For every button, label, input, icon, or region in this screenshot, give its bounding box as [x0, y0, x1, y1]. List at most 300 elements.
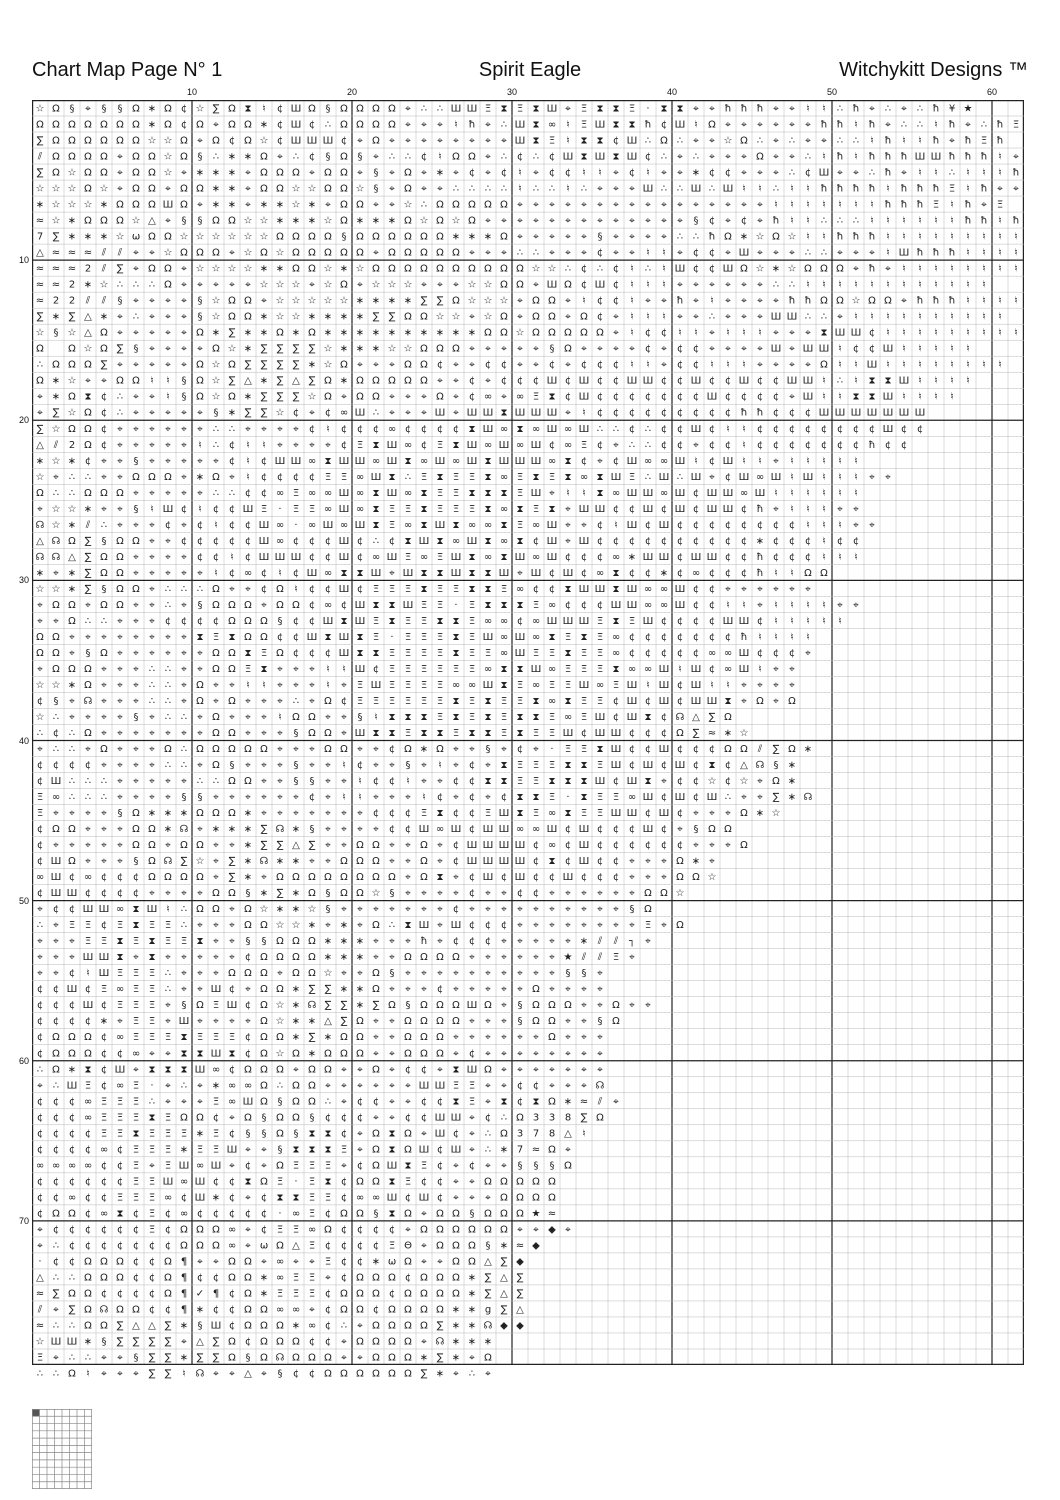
stitch-symbol: Ω	[388, 1352, 396, 1364]
stitch-symbol: ¢	[612, 263, 620, 275]
stitch-symbol: ¢	[692, 599, 700, 611]
stitch-symbol: ħ	[1012, 167, 1020, 179]
stitch-symbol: ♮	[822, 375, 826, 387]
stitch-symbol: Ξ	[36, 1352, 44, 1364]
stitch-symbol: ∗	[323, 311, 333, 323]
stitch-symbol: Ω	[356, 1288, 364, 1300]
stitch-symbol: ♮	[806, 279, 810, 291]
stitch-symbol: ¢	[260, 1208, 268, 1220]
stitch-symbol: △	[292, 1240, 300, 1252]
stitch-symbol: ⌖	[469, 247, 475, 259]
stitch-symbol: ∴	[84, 615, 92, 627]
stitch-symbol: ☆	[211, 391, 221, 403]
stitch-symbol: ∞	[339, 407, 349, 419]
stitch-symbol: §	[405, 760, 411, 772]
stitch-symbol: ∞	[611, 551, 621, 563]
stitch-symbol: ⌖	[341, 824, 347, 836]
stitch-symbol: ∗	[147, 103, 157, 115]
stitch-symbol: Ω	[260, 1080, 268, 1092]
stitch-symbol: ¢	[516, 615, 524, 627]
stitch-symbol: Ξ	[516, 103, 524, 115]
stitch-symbol: Ω	[132, 103, 140, 115]
stitch-symbol: ¢	[340, 1192, 348, 1204]
stitch-symbol: ¢	[52, 1096, 60, 1108]
stitch-symbol: ⌖	[773, 167, 779, 179]
stitch-symbol: ¢	[724, 391, 732, 403]
stitch-symbol: ☆	[51, 583, 61, 595]
stitch-symbol: ⌖	[549, 1080, 555, 1092]
stitch-symbol: ¢	[628, 760, 636, 772]
stitch-symbol: ⌖	[693, 199, 699, 211]
stitch-symbol: ⌖	[341, 968, 347, 980]
stitch-symbol: ⌖	[485, 247, 491, 259]
stitch-symbol: ¢	[468, 167, 476, 179]
stitch-symbol: ⌖	[117, 519, 123, 531]
stitch-symbol: ∞	[611, 647, 621, 659]
stitch-symbol: ♮	[742, 183, 746, 195]
stitch-symbol: ∗	[243, 151, 253, 163]
stitch-symbol: Ω	[324, 1352, 332, 1364]
stitch-symbol: Ω	[276, 952, 284, 964]
stitch-symbol: ⌖	[757, 679, 763, 691]
stitch-symbol: ⌖	[357, 167, 363, 179]
stitch-symbol: ♮	[422, 792, 426, 804]
stitch-symbol: Ξ	[212, 1096, 220, 1108]
stitch-symbol: ⌖	[373, 824, 379, 836]
stitch-symbol: ¢	[740, 215, 748, 227]
stitch-symbol: ∴	[420, 199, 428, 211]
stitch-symbol: ∗	[467, 1272, 477, 1284]
stitch-symbol: Ω	[276, 1336, 284, 1348]
stitch-symbol: ¢	[580, 263, 588, 275]
stitch-symbol: ⌖	[453, 888, 459, 900]
stitch-symbol: ∗	[403, 327, 413, 339]
stitch-symbol: ¢	[660, 407, 668, 419]
stitch-symbol: ⌖	[693, 840, 699, 852]
stitch-symbol: ∗	[67, 1064, 77, 1076]
stitch-symbol: ∗	[483, 1336, 493, 1348]
stitch-symbol: ¢	[68, 904, 76, 916]
stitch-symbol: ⌖	[741, 583, 747, 595]
stitch-symbol: ♮	[262, 439, 266, 451]
stitch-symbol: Ω	[276, 872, 284, 884]
stitch-symbol: ¢	[100, 872, 108, 884]
stitch-symbol: Ш	[578, 423, 590, 435]
stitch-symbol: ⌖	[181, 519, 187, 531]
stitch-symbol: Ω	[500, 327, 508, 339]
stitch-symbol: ¢	[84, 1128, 92, 1140]
stitch-symbol: ∑	[148, 1368, 156, 1380]
stitch-symbol: Ξ	[500, 695, 508, 707]
stitch-symbol: ♮	[758, 663, 762, 675]
stitch-symbol: ⌖	[645, 199, 651, 211]
stitch-symbol: Ξ	[100, 1096, 108, 1108]
stitch-symbol: ⧗	[388, 1144, 396, 1156]
stitch-symbol: ⌖	[581, 215, 587, 227]
stitch-symbol: Ш	[530, 487, 542, 499]
stitch-symbol: Ω	[724, 711, 732, 723]
stitch-symbol: ♮	[838, 343, 842, 355]
stitch-symbol: △	[564, 1128, 572, 1140]
stitch-symbol: ⌖	[261, 423, 267, 435]
stitch-symbol: §	[133, 455, 139, 467]
stitch-symbol: Ω	[228, 1256, 236, 1268]
stitch-symbol: ⧗	[708, 760, 716, 772]
stitch-symbol: Ω	[84, 1304, 92, 1316]
stitch-symbol: ♮	[742, 327, 746, 339]
stitch-symbol: Ω	[500, 263, 508, 275]
stitch-symbol: Ω	[676, 920, 684, 932]
stitch-symbol: ∞	[611, 631, 621, 643]
stitch-symbol: ⌖	[469, 1352, 475, 1364]
stitch-symbol: Ш	[466, 1000, 478, 1012]
stitch-symbol: Ω	[244, 1320, 252, 1332]
stitch-symbol: ⌖	[261, 711, 267, 723]
stitch-symbol: ⌖	[677, 279, 683, 291]
stitch-symbol: Ξ	[388, 663, 396, 675]
stitch-symbol: ⌖	[389, 840, 395, 852]
stitch-symbol: ♮	[886, 327, 890, 339]
stitch-symbol: ∗	[243, 327, 253, 339]
stitch-symbol: ∗	[371, 295, 381, 307]
stitch-symbol: Ω	[484, 263, 492, 275]
stitch-symbol: ⧗	[564, 695, 572, 707]
stitch-symbol: ¢	[356, 1160, 364, 1172]
stitch-symbol: ħ	[948, 151, 956, 163]
stitch-symbol: ⌖	[757, 343, 763, 355]
stitch-symbol: ¢	[228, 1304, 236, 1316]
stitch-symbol: Ω	[468, 151, 476, 163]
page-locator-svg	[32, 1409, 92, 1489]
stitch-symbol: ♮	[966, 263, 970, 275]
stitch-symbol: Ω	[276, 1320, 284, 1332]
stitch-symbol: ∑	[516, 1288, 524, 1300]
stitch-symbol: ∴	[772, 279, 780, 291]
stitch-symbol: ¢	[196, 615, 204, 627]
stitch-symbol: ¢	[772, 423, 780, 435]
stitch-symbol: Ш	[594, 151, 606, 163]
stitch-symbol: Ξ	[580, 103, 588, 115]
stitch-symbol: Ξ	[116, 1192, 124, 1204]
stitch-symbol: ¢	[340, 1176, 348, 1188]
stitch-symbol: ⧗	[500, 551, 508, 563]
stitch-symbol: ⌖	[181, 647, 187, 659]
stitch-symbol: ∴	[468, 183, 476, 195]
stitch-symbol: ⌖	[149, 888, 155, 900]
stitch-symbol: Ш	[482, 407, 494, 419]
stitch-symbol: ∴	[804, 247, 812, 259]
stitch-symbol: Ω	[132, 183, 140, 195]
stitch-symbol: Ш	[818, 407, 830, 419]
stitch-symbol: ∞	[323, 503, 333, 515]
stitch-symbol: Ω	[612, 1000, 620, 1012]
stitch-symbol: ¢	[100, 439, 108, 451]
stitch-symbol: Ш	[706, 487, 718, 499]
stitch-symbol: ħ	[740, 103, 748, 115]
stitch-symbol: Ω	[100, 327, 108, 339]
stitch-symbol: ¢	[692, 503, 700, 515]
stitch-symbol: Ω	[468, 215, 476, 227]
stitch-symbol: ⌖	[37, 952, 43, 964]
stitch-symbol: ♮	[646, 167, 650, 179]
stitch-symbol: ⌖	[229, 471, 235, 483]
stitch-symbol: ∑	[772, 744, 780, 756]
stitch-symbol: ♮	[246, 455, 250, 467]
stitch-symbol: Ξ	[84, 920, 92, 932]
stitch-symbol: ¢	[676, 423, 684, 435]
stitch-symbol: ♮	[358, 792, 362, 804]
stitch-symbol: Ξ	[404, 583, 412, 595]
stitch-symbol: ∗	[355, 936, 365, 948]
stitch-symbol: ♮	[374, 711, 378, 723]
stitch-symbol: ⌖	[437, 1256, 443, 1268]
stitch-symbol: Ω	[372, 1352, 380, 1364]
stitch-symbol: ¢	[436, 359, 444, 371]
stitch-symbol: ⌖	[117, 183, 123, 195]
stitch-symbol: ⌖	[133, 1064, 139, 1076]
stitch-symbol: ¢	[100, 1240, 108, 1252]
stitch-symbol: ⌖	[597, 984, 603, 996]
stitch-symbol: ⌖	[485, 1368, 491, 1380]
stitch-symbol: ·	[550, 744, 554, 756]
stitch-symbol: ⧗	[500, 487, 508, 499]
stitch-symbol: ħ	[868, 231, 876, 243]
stitch-symbol: ★	[563, 952, 573, 964]
stitch-symbol: ⌖	[117, 423, 123, 435]
stitch-symbol: ♮	[998, 231, 1002, 243]
stitch-symbol: ☆	[51, 519, 61, 531]
stitch-symbol: Ω	[292, 711, 300, 723]
stitch-symbol: ∑	[84, 535, 92, 547]
stitch-symbol: Ω	[276, 583, 284, 595]
stitch-symbol: ⌖	[197, 135, 203, 147]
stitch-symbol: ¢	[228, 567, 236, 579]
stitch-symbol: ⌖	[757, 295, 763, 307]
stitch-symbol: ⌖	[661, 872, 667, 884]
stitch-symbol: ⌖	[565, 199, 571, 211]
stitch-symbol: §	[85, 647, 91, 659]
stitch-symbol: ¢	[596, 840, 604, 852]
stitch-symbol: ¢	[676, 776, 684, 788]
stitch-symbol: ¢	[324, 1304, 332, 1316]
stitch-symbol: Ш	[610, 744, 622, 756]
stitch-symbol: ∞	[275, 535, 285, 547]
stitch-symbol: §	[277, 1096, 283, 1108]
stitch-symbol: ☆	[211, 263, 221, 275]
stitch-symbol: Ω	[36, 343, 44, 355]
stitch-symbol: Ω	[676, 856, 684, 868]
stitch-symbol: ∞	[531, 551, 541, 563]
stitch-symbol: ⌖	[453, 1176, 459, 1188]
stitch-symbol: ☆	[67, 407, 77, 419]
stitch-symbol: ∗	[259, 1272, 269, 1284]
stitch-symbol: ⌖	[133, 695, 139, 707]
stitch-symbol: ¢	[708, 215, 716, 227]
stitch-symbol: 2	[68, 439, 76, 451]
stitch-symbol: ⫽	[53, 439, 59, 451]
stitch-symbol: ∑	[260, 343, 268, 355]
stitch-symbol: Ξ	[196, 1032, 204, 1044]
stitch-symbol: ☆	[307, 183, 317, 195]
stitch-symbol: ⌖	[165, 840, 171, 852]
stitch-symbol: Ω	[388, 1304, 396, 1316]
stitch-symbol: Ω	[244, 599, 252, 611]
stitch-symbol: ∴	[52, 711, 60, 723]
stitch-symbol: Ω	[36, 631, 44, 643]
stitch-symbol: ⧗	[356, 647, 364, 659]
stitch-symbol: ¢	[708, 247, 716, 259]
stitch-symbol: ⧗	[340, 615, 348, 627]
stitch-symbol: ∑	[180, 856, 188, 868]
stitch-symbol: ⌖	[517, 984, 523, 996]
stitch-symbol: ∑	[500, 1256, 508, 1268]
stitch-symbol: ¢	[452, 936, 460, 948]
stitch-symbol: Ξ	[132, 1000, 140, 1012]
stitch-symbol: ⧗	[500, 519, 508, 531]
stitch-symbol: ∴	[868, 167, 876, 179]
stitch-symbol: ¢	[372, 663, 380, 675]
stitch-symbol: ♮	[630, 263, 634, 275]
stitch-symbol: ⌖	[341, 776, 347, 788]
stitch-symbol: §	[293, 776, 299, 788]
stitch-symbol: ⌖	[517, 936, 523, 948]
stitch-symbol: ⌖	[357, 1320, 363, 1332]
stitch-symbol: ⌖	[133, 615, 139, 627]
stitch-symbol: Ω	[148, 471, 156, 483]
stitch-symbol: ¢	[660, 711, 668, 723]
stitch-symbol: ♮	[1014, 231, 1018, 243]
stitch-symbol: ¢	[804, 439, 812, 451]
stitch-symbol: Ω	[292, 599, 300, 611]
stitch-symbol: ¢	[900, 439, 908, 451]
stitch-symbol: ⌖	[549, 215, 555, 227]
stitch-symbol: Ш	[434, 519, 446, 531]
stitch-symbol: ≈	[67, 247, 77, 259]
stitch-symbol: ¢	[68, 1096, 76, 1108]
stitch-symbol: Ш	[146, 904, 158, 916]
stitch-symbol: ∞	[483, 391, 493, 403]
stitch-symbol: ⌖	[149, 1048, 155, 1060]
stitch-symbol: Ω	[372, 1272, 380, 1284]
stitch-symbol: ♮	[566, 183, 570, 195]
stitch-symbol: Ш	[434, 1128, 446, 1140]
stitch-symbol: ⌖	[117, 840, 123, 852]
stitch-symbol: ∞	[275, 519, 285, 531]
stitch-symbol: Ω	[708, 824, 716, 836]
stitch-symbol: Ω	[468, 199, 476, 211]
stitch-symbol: ⧗	[388, 711, 396, 723]
stitch-symbol: ≈	[35, 263, 45, 275]
stitch-symbol: ♮	[918, 167, 922, 179]
stitch-symbol: ♮	[886, 359, 890, 371]
stitch-symbol: ⧗	[564, 455, 572, 467]
stitch-symbol: ¢	[660, 439, 668, 451]
stitch-symbol: ⌖	[693, 103, 699, 115]
stitch-symbol: ¢	[756, 615, 764, 627]
stitch-symbol: ⌖	[389, 760, 395, 772]
stitch-symbol: Ξ	[276, 1288, 284, 1300]
stitch-symbol: ¢	[340, 695, 348, 707]
stitch-symbol: Ω	[116, 1256, 124, 1268]
stitch-symbol: ħ	[868, 119, 876, 131]
stitch-symbol: Ш	[546, 423, 558, 435]
stitch-symbol: Ш	[482, 856, 494, 868]
stitch-symbol: Ω	[308, 103, 316, 115]
stitch-symbol: Ω	[52, 151, 60, 163]
stitch-symbol: ∴	[52, 1368, 60, 1380]
stitch-symbol: ¢	[804, 423, 812, 435]
stitch-symbol: ⌖	[261, 1368, 267, 1380]
stitch-symbol: ⧗	[420, 711, 428, 723]
stitch-symbol: Ω	[196, 247, 204, 259]
stitch-symbol: Ω	[196, 1112, 204, 1124]
stitch-symbol: ∑	[372, 311, 380, 323]
stitch-symbol: ⌖	[213, 279, 219, 291]
stitch-symbol: △	[36, 439, 44, 451]
stitch-symbol: ¢	[836, 423, 844, 435]
stitch-symbol: ⧗	[516, 535, 524, 547]
stitch-symbol: ♮	[246, 679, 250, 691]
stitch-symbol: ∗	[787, 776, 797, 788]
stitch-symbol: ☆	[243, 247, 253, 259]
stitch-symbol: Ω	[276, 183, 284, 195]
stitch-symbol: ⌖	[437, 856, 443, 868]
stitch-symbol: ¢	[484, 936, 492, 948]
stitch-symbol: ¢	[564, 599, 572, 611]
stitch-symbol: ¢	[660, 615, 668, 627]
stitch-symbol: ħ	[932, 103, 940, 115]
stitch-symbol: Ш	[498, 567, 510, 579]
stitch-symbol: ☆	[275, 1048, 285, 1060]
stitch-symbol: ¢	[708, 663, 716, 675]
stitch-symbol: ⌖	[325, 856, 331, 868]
stitch-symbol: ∴	[36, 920, 44, 932]
stitch-symbol: ⌖	[197, 824, 203, 836]
stitch-symbol: Ω	[260, 247, 268, 259]
stitch-symbol: Ω	[452, 1208, 460, 1220]
stitch-symbol: ¢	[724, 167, 732, 179]
stitch-symbol: Ш	[66, 1080, 78, 1092]
stitch-symbol: ¢	[164, 1304, 172, 1316]
stitch-symbol: Ξ	[324, 1192, 332, 1204]
stitch-symbol: ♮	[1014, 327, 1018, 339]
stitch-symbol: ♮	[806, 503, 810, 515]
stitch-symbol: Ω	[308, 711, 316, 723]
stitch-symbol: Ξ	[36, 792, 44, 804]
stitch-symbol: ⧗	[532, 711, 540, 723]
stitch-symbol: Ω	[500, 311, 508, 323]
stitch-symbol: ∗	[451, 231, 461, 243]
stitch-symbol: §	[261, 936, 267, 948]
stitch-symbol: Ξ	[468, 647, 476, 659]
stitch-symbol: Ξ	[948, 183, 956, 195]
stitch-symbol: ¢	[420, 423, 428, 435]
stitch-symbol: §	[245, 888, 251, 900]
stitch-symbol: ⌖	[613, 215, 619, 227]
stitch-symbol: ∗	[179, 1352, 189, 1364]
stitch-symbol: ¢	[612, 391, 620, 403]
stitch-symbol: ♮	[822, 231, 826, 243]
stitch-symbol: ¢	[212, 1208, 220, 1220]
stitch-symbol: Ш	[194, 1064, 206, 1076]
stitch-symbol: ♮	[694, 327, 698, 339]
stitch-symbol: Ш	[674, 119, 686, 131]
stitch-symbol: Ω	[372, 135, 380, 147]
stitch-symbol: ♮	[854, 551, 858, 563]
stitch-symbol: ⌖	[613, 904, 619, 916]
stitch-symbol: △	[324, 1016, 332, 1028]
stitch-symbol: Ξ	[36, 808, 44, 820]
